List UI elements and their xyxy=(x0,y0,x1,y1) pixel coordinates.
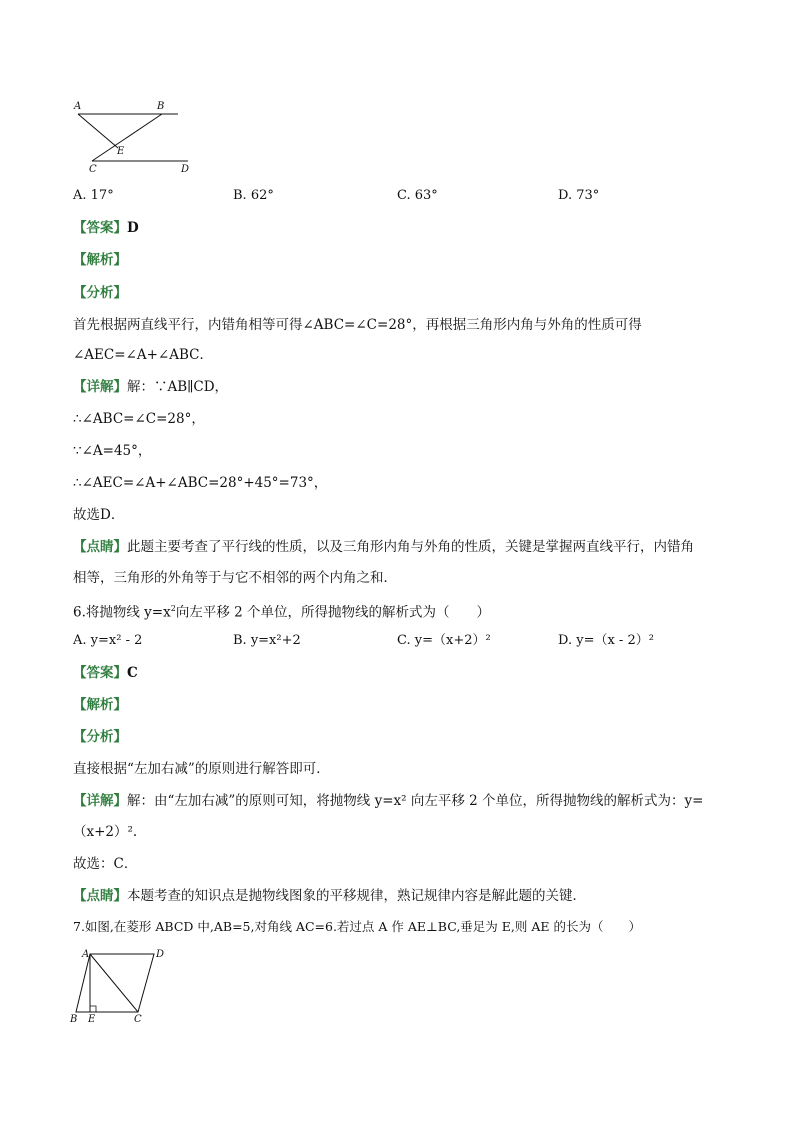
q6-fenxi-line-1: 直接根据“左加右减”的原则进行解答即可． xyxy=(73,761,330,777)
answer-tag: 【答案】 xyxy=(73,220,127,236)
q5-detail-line-1 xyxy=(73,377,228,397)
comment-tag: 【点睛】 xyxy=(73,539,127,555)
fig2-label-a: A xyxy=(82,949,90,960)
figure-rhombus xyxy=(68,946,168,1026)
q6-option-d: D. y=（x - 2）² xyxy=(558,633,654,648)
comment-text: 此题主要考查了平行线的性质，以及三角形内角与外角的性质，关键是掌握两直线平行，内错角 xyxy=(127,539,694,555)
q7-stem: 7.如图,在菱形 ABCD 中,AB=5,对角线 AC=6.若过点 A 作 AE⊥BC,垂足为 E,则 AE 的长为（ ） xyxy=(73,919,641,934)
fig2-label-c: C xyxy=(134,1014,142,1025)
detail-tag: 【详解】 xyxy=(73,379,127,395)
q6-detail-line-2: （x+2）². xyxy=(73,824,138,840)
q6-stem-sup: 2 xyxy=(170,604,176,613)
q6-stem-b: 向左平移 2 个单位，所得抛物线的解析式为（ ） xyxy=(175,604,490,621)
comment-tag: 【点睛】 xyxy=(73,888,127,904)
answer-tag: 【答案】 xyxy=(73,665,127,681)
fig1-label-e: E xyxy=(117,146,125,157)
q5-fenxi-line-1: 首先根据两直线平行，内错角相等可得∠ABC=∠C=28°，再根据三角形内角与外角的性质可得 xyxy=(73,317,642,333)
fig1-label-b: B xyxy=(157,101,165,112)
q6-option-a: A. y=x² - 2 xyxy=(73,633,143,648)
q5-detail-line-4: ∴∠AEC=∠A+∠ABC=28°+45°=73°， xyxy=(73,475,328,491)
figure-parallel-lines xyxy=(70,96,200,178)
q5-option-a: A. 17° xyxy=(73,188,114,203)
fig2-label-e: E xyxy=(88,1014,96,1025)
q6-comment-line-1 xyxy=(73,886,586,906)
q6-answer xyxy=(73,663,138,683)
q5-detail-line-3: ∵∠A=45°， xyxy=(73,443,152,459)
q5-detail-line-5: 故选D． xyxy=(73,507,125,523)
fig2-label-b: B xyxy=(70,1014,78,1025)
q5-fenxi-line-2: ∠AEC=∠A+∠ABC． xyxy=(73,347,213,363)
q5-comment-line-1 xyxy=(73,537,694,557)
q6-stem-a: 6.将抛物线 y=x xyxy=(73,604,171,621)
answer-value: D xyxy=(127,220,139,236)
q5-answer xyxy=(73,218,139,238)
q5-comment-line-2: 相等，三角形的外角等于与它不相邻的两个内角之和． xyxy=(73,570,397,586)
fig1-label-c: C xyxy=(89,164,97,175)
q5-option-c: C. 63° xyxy=(397,188,438,203)
q6-fenxi-tag: 【分析】 xyxy=(73,729,127,745)
q6-analysis-tag: 【解析】 xyxy=(73,697,127,713)
detail-text: 解：由“左加右减”的原则可知，将抛物线 y=x² 向左平移 2 个单位，所得抛物线的解析式为：y= xyxy=(127,793,704,809)
fig2-label-d: D xyxy=(156,949,165,960)
answer-value: C xyxy=(127,665,138,681)
fig1-label-d: D xyxy=(181,164,190,175)
comment-text: 本题考查的知识点是抛物线图象的平移规律，熟记规律内容是解此题的关键． xyxy=(127,888,586,904)
fig1-label-a: A xyxy=(74,101,82,112)
q5-detail-line-2: ∴∠ABC=∠C=28°， xyxy=(73,411,205,427)
q5-option-d: D. 73° xyxy=(558,188,600,203)
q6-option-b: B. y=x²+2 xyxy=(233,633,301,648)
q6-detail-line-3: 故选：C． xyxy=(73,856,138,872)
q5-option-b: B. 62° xyxy=(233,188,274,203)
q6-detail-line-1 xyxy=(73,791,703,811)
detail-text: 解：∵AB∥CD， xyxy=(127,379,229,395)
q5-fenxi-tag: 【分析】 xyxy=(73,285,127,301)
q6-option-c: C. y=（x+2）² xyxy=(397,633,491,648)
q6-stem xyxy=(73,599,490,623)
detail-tag: 【详解】 xyxy=(73,793,127,809)
q5-analysis-tag: 【解析】 xyxy=(73,252,127,268)
